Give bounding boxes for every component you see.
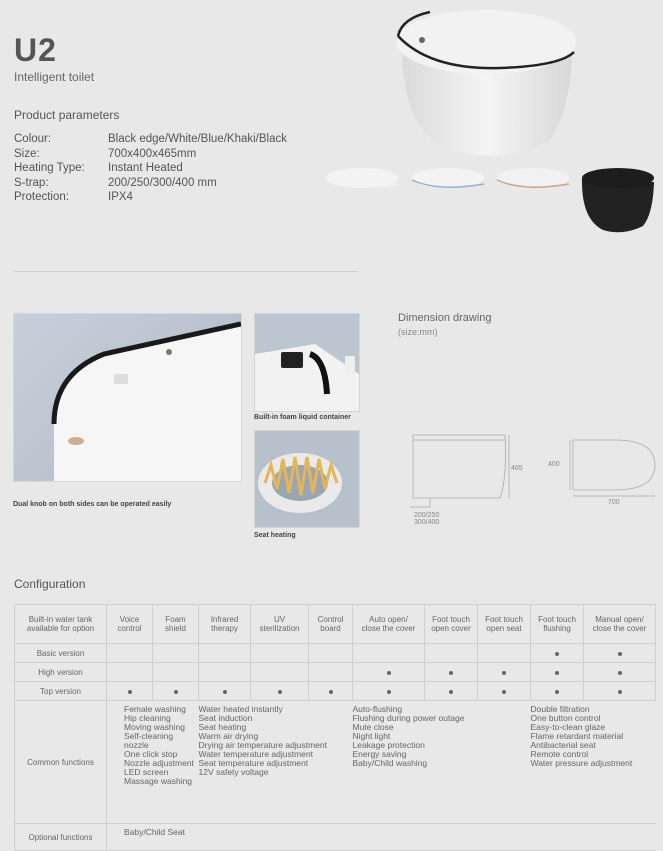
parameter-value: IPX4 [108,191,133,204]
dimension-title: Dimension drawing [398,312,492,324]
optional-functions-value: Baby/Child Seat [107,824,656,851]
feature-mark-cell [584,682,656,701]
function-item: Baby/Child washing [352,758,428,768]
trap-label-2: 300/400 [414,519,440,526]
parameter-key: Size: [14,147,40,160]
parameter-value: 200/250/300/400 mm [108,176,217,189]
config-version-row [15,682,656,701]
feature-mark-cell [584,663,656,682]
config-column-header: Foot touch open cover [425,605,478,644]
function-item: Remote control [530,749,589,759]
foam-photo [254,313,360,412]
function-item: Night light [352,731,391,741]
function-item: Water heated instantly [198,704,283,714]
parameter-key: Heating Type: [14,162,85,175]
foam-caption: Built-in foam liquid container [254,414,351,421]
parameter-row [14,132,287,147]
top-view [570,440,655,496]
parameter-row [14,147,287,162]
function-item: Leakage protection [352,740,425,750]
config-column-header: Manual open/ close the cover [584,605,656,644]
feature-mark-cell [309,663,353,682]
feature-mark-cell [478,663,531,682]
function-item: One button control [530,713,601,723]
included-dot [387,690,391,694]
common-functions-column [531,701,656,824]
parameter-key: S-trap: [14,176,49,189]
function-item: Auto-flushing [352,704,403,714]
feature-mark-cell [309,644,353,663]
included-dot [555,690,559,694]
main-product-image [390,0,580,165]
seat-caption: Seat heating [254,532,296,539]
feature-mark-cell [107,644,153,663]
feature-mark-cell [153,663,199,682]
function-item: Antibacterial seat [530,740,596,750]
feature-mark-cell [353,682,425,701]
config-version-row [15,663,656,682]
feature-mark-cell [531,644,584,663]
function-item: Mute close [352,722,394,732]
config-corner-cell: Built-in water tank available for option [15,605,107,644]
config-column-header: Foot touch flushing [531,605,584,644]
version-name: Basic version [15,644,107,663]
included-dot [555,671,559,675]
function-item: Double filtration [530,704,590,714]
common-functions-label: Common functions [15,701,107,824]
feature-mark-cell [107,682,153,701]
config-header-row [15,605,656,644]
function-item: Water temperature adjustment [198,749,313,759]
variant-blue [408,164,486,236]
function-item: Drying air temperature adjustment [198,740,328,750]
feature-mark-cell [199,644,251,663]
included-dot [502,671,506,675]
parameter-row [14,176,287,191]
function-item: Flame retardant material [530,731,624,741]
function-item: 12V safety voltage [198,767,269,777]
config-version-row [15,644,656,663]
width-label: 400 [548,461,560,468]
feature-mark-cell [251,663,309,682]
feature-mark-cell [425,663,478,682]
parameter-value: Black edge/White/Blue/Khaki/Black [108,133,287,145]
function-item: Nozzle adjustment [124,758,194,768]
feature-mark-cell [107,663,153,682]
included-dot [449,690,453,694]
config-column-header: Foot touch open seat [478,605,531,644]
config-column-header: UV sterilization [251,605,309,644]
function-item: Water pressure adjustment [530,758,633,768]
feature-mark-cell [353,663,425,682]
included-dot [449,671,453,675]
function-item: Self-cleaning nozzle [124,731,174,750]
optional-functions-row [15,824,656,851]
function-item: Moving washing [124,722,185,732]
feature-mark-cell [531,663,584,682]
feature-mark-cell [251,644,309,663]
included-dot [502,690,506,694]
function-item: LED screen [124,767,169,777]
included-dot [128,690,132,694]
function-item: Warm air drying [198,731,259,741]
length-label: 700 [608,499,620,506]
included-dot [174,690,178,694]
feature-mark-cell [153,644,199,663]
optional-functions-label: Optional functions [15,824,107,851]
version-name: Top version [15,682,107,701]
product-subtitle: Intelligent toilet [14,70,95,84]
included-dot [223,690,227,694]
seat-heating-photo [254,430,360,528]
parameter-key: Protection: [14,191,69,204]
function-item: Seat temperature adjustment [198,758,309,768]
variant-khaki [493,164,571,236]
common-functions-column [107,701,199,824]
parameter-row [14,161,287,176]
function-item: Female washing [124,704,186,714]
feature-mark-cell [199,682,251,701]
version-name: High version [15,663,107,682]
config-column-header: Control board [309,605,353,644]
feature-mark-cell [353,644,425,663]
feature-mark-cell [153,682,199,701]
dimension-drawing [405,410,660,535]
included-dot [618,690,622,694]
function-item: Energy saving [352,749,407,759]
feature-mark-cell [425,682,478,701]
included-dot [618,671,622,675]
function-item: Flushing during power outage [352,713,465,723]
knob-caption: Dual knob on both sides can be operated easily [13,501,172,508]
function-item: One click stop [124,749,178,759]
feature-mark-cell [251,682,309,701]
feature-mark-cell [584,644,656,663]
side-view [410,435,509,507]
parameter-row [14,190,287,205]
feature-mark-cell [531,682,584,701]
function-item: Massage washing [124,776,193,786]
trap-label-1: 200/250 [414,512,440,519]
function-item: Easy-to-clean glaze [530,722,606,732]
variant-black [578,164,656,236]
model-name: U2 [14,32,57,68]
parameter-key: Colour: [14,133,52,145]
dimension-subtitle: (size:mm) [398,327,438,337]
feature-mark-cell [425,644,478,663]
feature-mark-cell [199,663,251,682]
section-divider [14,271,358,272]
configuration-title: Configuration [14,577,86,591]
config-column-header: Foam shield [153,605,199,644]
function-item: Hip cleaning [124,713,171,723]
config-column-header: Infrared therapy [199,605,251,644]
feature-mark-cell [478,644,531,663]
function-item: Seat induction [198,713,253,723]
common-functions-row [15,701,656,824]
feature-mark-cell [309,682,353,701]
included-dot [278,690,282,694]
parameters-list [14,132,287,205]
parameter-value: Instant Heated [108,162,183,175]
height-label: 465 [511,465,523,472]
variant-white [322,164,400,236]
common-functions-column [353,701,531,824]
parameters-title: Product parameters [14,108,120,122]
included-dot [618,652,622,656]
config-column-header: Voice control [107,605,153,644]
parameter-value: 700x400x465mm [108,147,197,160]
function-item: Seat heating [198,722,247,732]
included-dot [387,671,391,675]
included-dot [555,652,559,656]
common-functions-column [199,701,353,824]
configuration-table [14,604,656,851]
included-dot [329,690,333,694]
config-column-header: Auto open/ close the cover [353,605,425,644]
feature-mark-cell [478,682,531,701]
knob-photo [13,313,242,482]
